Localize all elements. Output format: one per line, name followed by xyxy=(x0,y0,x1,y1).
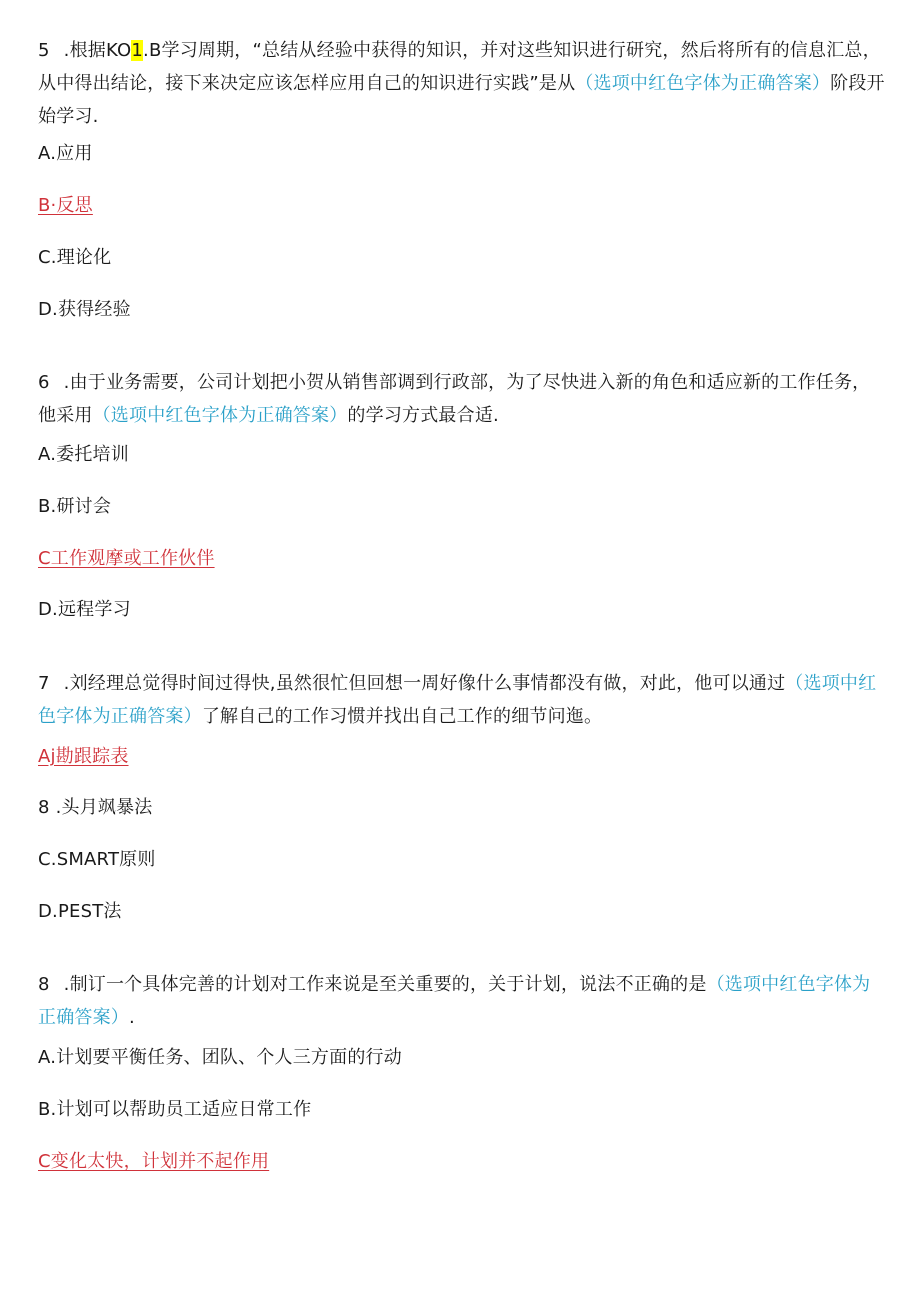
option-d: D.获得经验 xyxy=(38,299,131,320)
option-c-correct: C变化太快，计划并不起作用 xyxy=(38,1151,270,1172)
answer-hint: （选项中红色字体为正确答案） xyxy=(575,73,831,94)
question-number: 6 xyxy=(38,372,50,393)
answer-hint: （选项中红色字体为正确答案） xyxy=(38,673,877,727)
option-a: A.计划要平衡任务、团队、个人三方面的行动 xyxy=(38,1047,402,1068)
option-d: D.远程学习 xyxy=(38,599,131,620)
option-b: B.计划可以帮助员工适应日常工作 xyxy=(38,1099,312,1120)
option-c: C.SMART原则 xyxy=(38,849,156,870)
option-b: 8 .头月飒暴法 xyxy=(38,797,153,818)
question-8 xyxy=(38,968,888,1034)
question-number: 7 xyxy=(38,673,50,694)
question-5 xyxy=(38,34,888,133)
question-text: 了解自己的工作习惯并找出自己工作的细节问迤。 xyxy=(201,706,603,727)
option-b: B.研讨会 xyxy=(38,496,112,517)
option-a-correct: Aj勘跟踪表 xyxy=(38,746,129,767)
question-text: .由于业务需要，公司计划把小贺从销售部调到行政部，为了尽快进入新的角色和适应新的工作任务，他采用 xyxy=(38,372,871,426)
question-text: 阶段开始学习. xyxy=(38,73,885,127)
option-c: C.理论化 xyxy=(38,247,112,268)
question-text: . xyxy=(129,1007,135,1028)
option-a: A.应用 xyxy=(38,143,93,164)
option-d: D.PEST法 xyxy=(38,901,122,922)
question-7 xyxy=(38,667,888,733)
question-text: .根据KO xyxy=(63,40,132,61)
question-6 xyxy=(38,366,888,432)
option-b-correct: B·反思 xyxy=(38,195,93,216)
option-c-correct: C工作观摩或工作伙伴 xyxy=(38,548,215,569)
question-number: 8 xyxy=(38,974,50,995)
answer-hint: （选项中红色字体为正确答案） xyxy=(92,405,348,426)
answer-hint: （选项中红色字体为正确答案） xyxy=(38,974,871,1028)
question-text: 的学习方式最合适. xyxy=(347,405,499,426)
option-a: A.委托培训 xyxy=(38,444,129,465)
question-number: 5 xyxy=(38,40,50,61)
highlighted-text: 1 xyxy=(131,40,144,61)
question-text: .制订一个具体完善的计划对工作来说是至关重要的，关于计划，说法不正确的是 xyxy=(63,974,707,995)
question-text: .刘经理总觉得时间过得快,虽然很忙但回想一周好像什么事情都没有做，对此，他可以通过 xyxy=(63,673,786,694)
question-text: .B学习周期，“总结从经验中获得的知识，并对这些知识进行研究，然后将所有的信息汇总，从中得出结论，接下来决定应该怎样应用自己的知识进行实践”是从 xyxy=(38,40,881,94)
